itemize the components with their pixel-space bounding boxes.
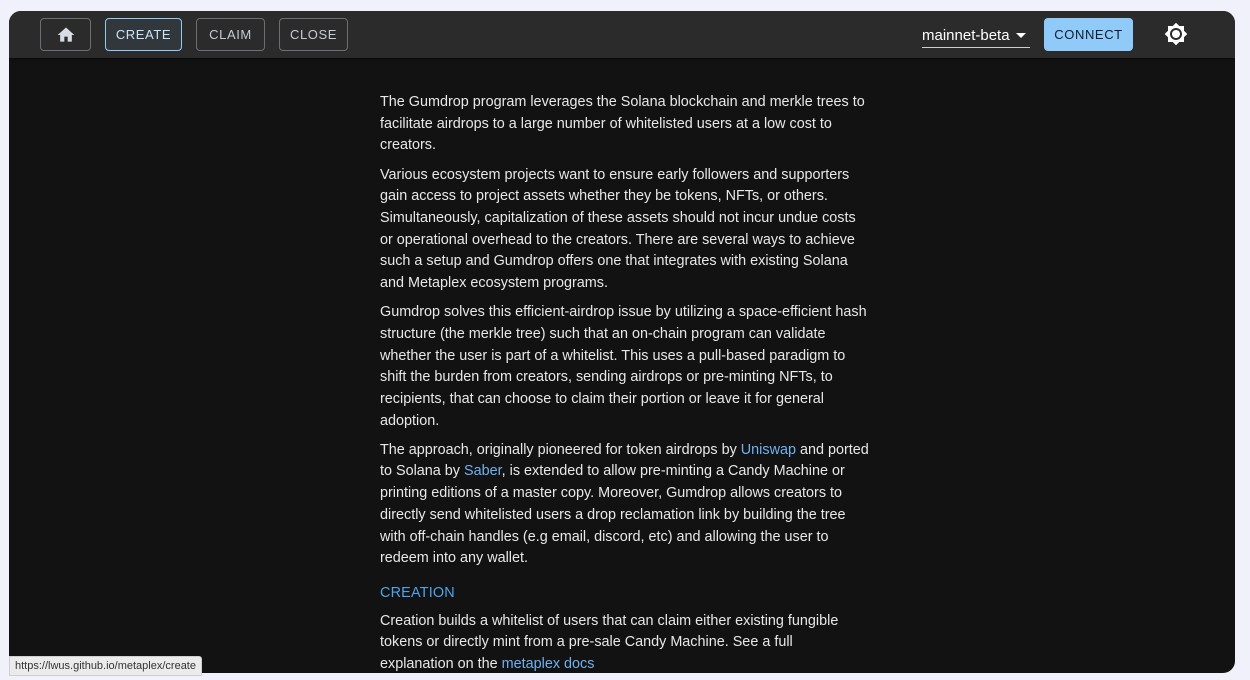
creation-heading: CREATION — [380, 584, 455, 601]
approach-paragraph — [380, 440, 870, 570]
home-icon — [56, 25, 76, 45]
theme-toggle[interactable] — [1164, 22, 1188, 46]
create-button[interactable]: CREATE — [105, 18, 182, 51]
main-content — [380, 92, 870, 673]
ecosystem-paragraph: Various ecosystem projects want to ensure early followers and supporters gain access to project assets whether they be tokens, NFTs, or others. Simultaneously, capitalization of these assets should not incur undue costs or operational overhead to the creators. There are several ways to achieve such a setup and Gumdrop offers one that integrates with existing Solana and Metaplex ecosystem programs. — [380, 166, 856, 292]
network-select-value: mainnet-beta — [922, 26, 1010, 44]
close-button[interactable]: CLOSE — [279, 18, 348, 51]
uniswap-link[interactable]: Uniswap — [740, 441, 796, 458]
creation-paragraph — [380, 611, 870, 673]
home-button[interactable] — [40, 18, 91, 51]
saber-link[interactable]: Saber — [464, 463, 502, 480]
claim-button[interactable]: CLAIM — [196, 18, 265, 51]
chevron-down-icon — [1016, 33, 1026, 38]
creation-text: Creation builds a whitelist of users that can claim either existing fungible tokens or directly mint from a pre-sale Candy Machine. See a full explanation on the — [380, 612, 839, 673]
connect-button[interactable]: CONNECT — [1044, 18, 1133, 51]
status-bar-url: https://lwus.github.io/metaplex/create — [9, 656, 202, 676]
app-bar — [9, 11, 1235, 58]
app-window — [9, 11, 1235, 673]
approach-text-1: The approach, originally pioneered for token airdrops by — [380, 441, 741, 458]
approach-text-2: and ported to Solana by — [380, 441, 869, 480]
metaplex-docs-link[interactable]: metaplex docs — [501, 656, 595, 673]
intro-paragraph: The Gumdrop program leverages the Solana blockchain and merkle trees to facilitate airdrops to a large number of whitelisted users at a low cost to creators. — [380, 94, 865, 154]
network-select[interactable] — [922, 23, 1030, 48]
brightness-icon — [1164, 22, 1188, 46]
solution-paragraph: Gumdrop solves this efficient-airdrop issue by utilizing a space-efficient hash structure (the merkle tree) such that an on-chain program can validate whether the user is part of a whitelist. This uses a pull-based paradigm to shift the burden from creators, sending airdrops or pre-minting NFTs, to recipients, that can choose to claim their portion or leave it for general adoption. — [380, 304, 867, 429]
approach-text-3: , is extended to allow pre-minting a Candy Machine or printing editions of a master copy. Moreover, Gumdrop allows creators to directly send whitelisted users a drop reclamation link by building the tree with off-chain handles (e.g email, discord, etc) and allowing the user to redeem into any wallet. — [380, 463, 846, 567]
